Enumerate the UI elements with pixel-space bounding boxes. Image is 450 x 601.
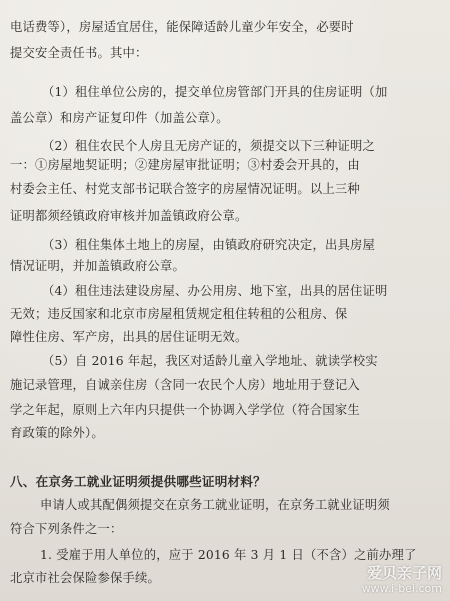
text-line: 情况证明，并加盖镇政府公章。 bbox=[10, 259, 185, 273]
text-line: 学之年起，原则上六年内只提供一个协调入学学位（符合国家生 bbox=[10, 403, 360, 417]
text-line: 提交安全责任书。其中： bbox=[10, 46, 148, 60]
watermark-url: www.i-bei.com bbox=[361, 582, 442, 595]
text-line: 申请人或其配偶须提交在京务工就业证明，在京务工就业证明须 bbox=[40, 498, 390, 512]
text-line: 育政策的除外）。 bbox=[10, 426, 104, 440]
text-line: 一：①房屋地契证明；②建房屋审批证明；③村委会开具的，由 bbox=[10, 158, 360, 172]
text-line: 1. 受雇于用人单位的，应于 2016 年 3 月 1 日（不含）之前办理了 bbox=[40, 548, 417, 562]
text-line: 电话费等），房屋适宜居住，能保障适龄儿童少年安全，必要时 bbox=[10, 20, 354, 34]
text-line: 符合下列条件之一： bbox=[10, 522, 123, 536]
text-line: （4）租住违法建设房屋、办公用房、地下室，出具的居住证明 bbox=[42, 284, 388, 298]
watermark-name: 爱贝亲子网 bbox=[366, 564, 442, 582]
text-line: （2）租住农民个人房且无房产证的，须提交以下三种证明之 bbox=[42, 139, 375, 153]
text-line: 证明都须经镇政府审核并加盖镇政府公章。 bbox=[10, 209, 248, 223]
site-watermark bbox=[362, 564, 442, 595]
section-heading: 八、在京务工就业证明须提供哪些证明材料？ bbox=[10, 474, 266, 489]
text-line: 村委会主任、村党支部书记联合签字的房屋情况证明。以上三种 bbox=[10, 182, 360, 196]
text-line: （5）自 2016 年起，我区对适龄儿童入学地址、就读学校实 bbox=[42, 354, 378, 368]
text-line: 障性住房、军产房，出具的居住证明无效。 bbox=[10, 330, 248, 344]
text-line: （3）租住集体土地上的房屋，由镇政府研究决定，出具房屋 bbox=[42, 238, 375, 252]
text-line: 盖公章）和房产证复印件（加盖公章）。 bbox=[10, 111, 229, 125]
text-line: 北京市社会保险参保手续。 bbox=[10, 571, 160, 585]
text-line: 施记录管理，自诚亲住房（含同一农民个人房）地址用于登记入 bbox=[10, 378, 360, 392]
text-line: 无效；违反国家和北京市房屋租赁规定租住转租的公租房、保 bbox=[10, 307, 348, 321]
text-line: （1）租住单位公房的，提交单位房管部门开具的住房证明（加 bbox=[42, 85, 388, 99]
